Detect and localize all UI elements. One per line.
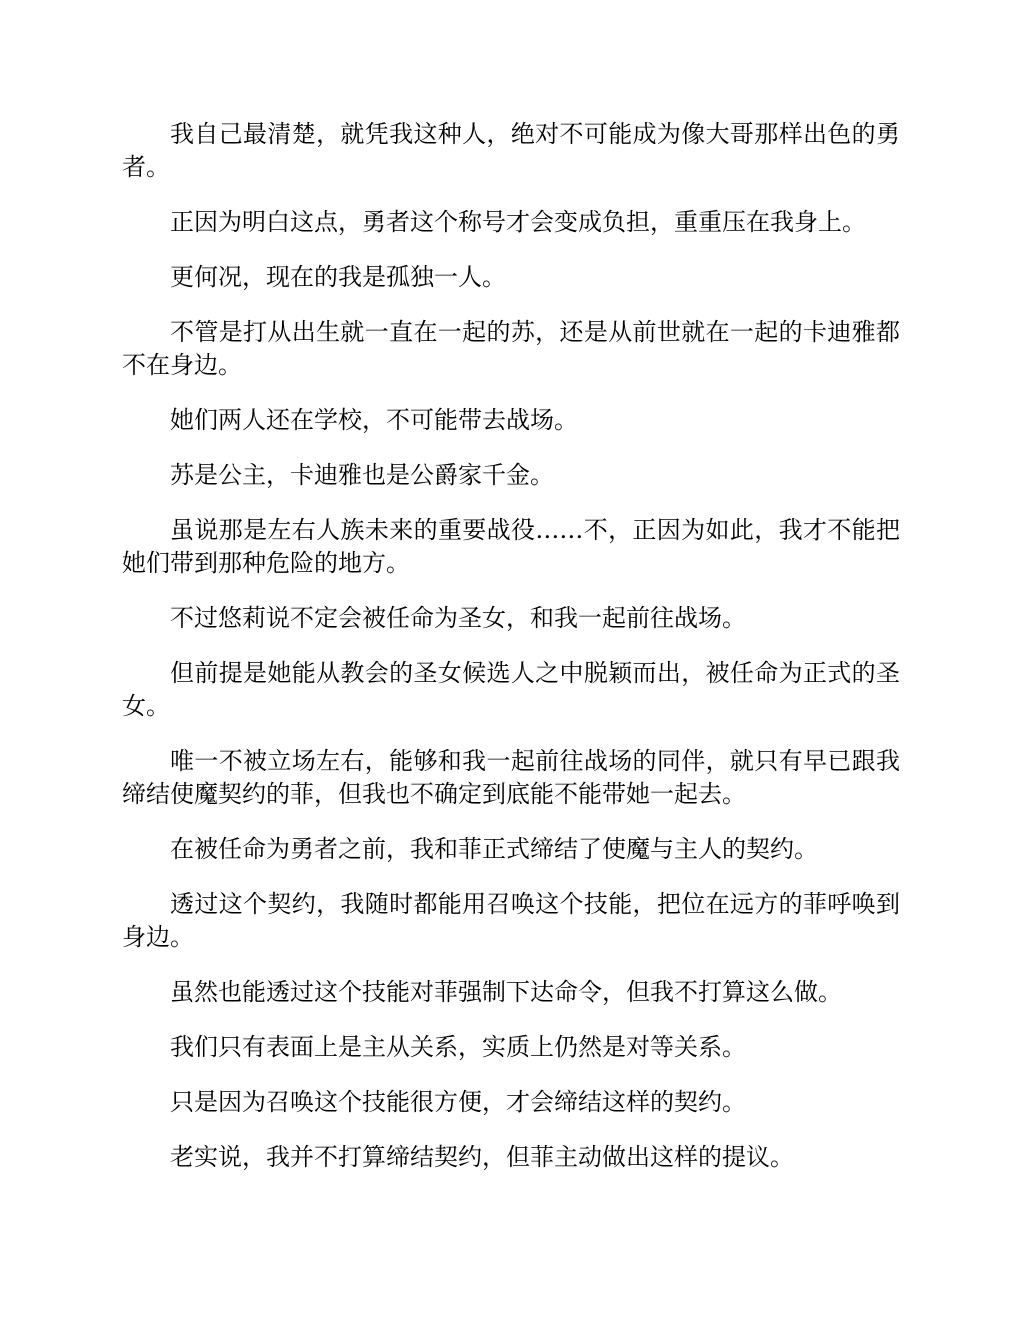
paragraph: 虽然也能透过这个技能对菲强制下达命令，但我不打算这么做。 (170, 978, 842, 1006)
paragraph: 老实说，我并不打算缔结契约，但菲主动做出这样的提议。 (170, 1143, 794, 1171)
paragraph: 正因为明白这点，勇者这个称号才会变成负担，重重压在我身上。 (170, 208, 866, 236)
paragraph: 苏是公主，卡迪雅也是公爵家千金。 (170, 461, 554, 489)
paragraph: 我自己最清楚，就凭我这种人，绝对不可能成为像大哥那样出色的勇者。 (122, 120, 900, 181)
paragraph: 但前提是她能从教会的圣女候选人之中脱颖而出，被任命为正式的圣女。 (122, 659, 900, 720)
paragraph: 我们只有表面上是主从关系，实质上仍然是对等关系。 (170, 1033, 746, 1061)
paragraph: 唯一不被立场左右，能够和我一起前往战场的同伴，就只有早已跟我缔结使魔契约的菲，但我也不确定到底能不能带她一起去。 (122, 747, 900, 808)
document-page (122, 118, 900, 1196)
paragraph: 只是因为召唤这个技能很方便，才会缔结这样的契约。 (170, 1088, 746, 1116)
paragraph: 不过悠莉说不定会被任命为圣女，和我一起前往战场。 (170, 604, 746, 632)
paragraph: 更何况，现在的我是孤独一人。 (170, 263, 506, 291)
paragraph: 在被任命为勇者之前，我和菲正式缔结了使魔与主人的契约。 (170, 835, 818, 863)
paragraph: 透过这个契约，我随时都能用召唤这个技能，把位在远方的菲呼唤到身边。 (122, 890, 900, 951)
paragraph: 虽说那是左右人族未来的重要战役……不，正因为如此，我才不能把她们带到那种危险的地方。 (122, 516, 900, 577)
paragraph: 她们两人还在学校，不可能带去战场。 (170, 406, 578, 434)
paragraph: 不管是打从出生就一直在一起的苏，还是从前世就在一起的卡迪雅都不在身边。 (122, 318, 900, 379)
